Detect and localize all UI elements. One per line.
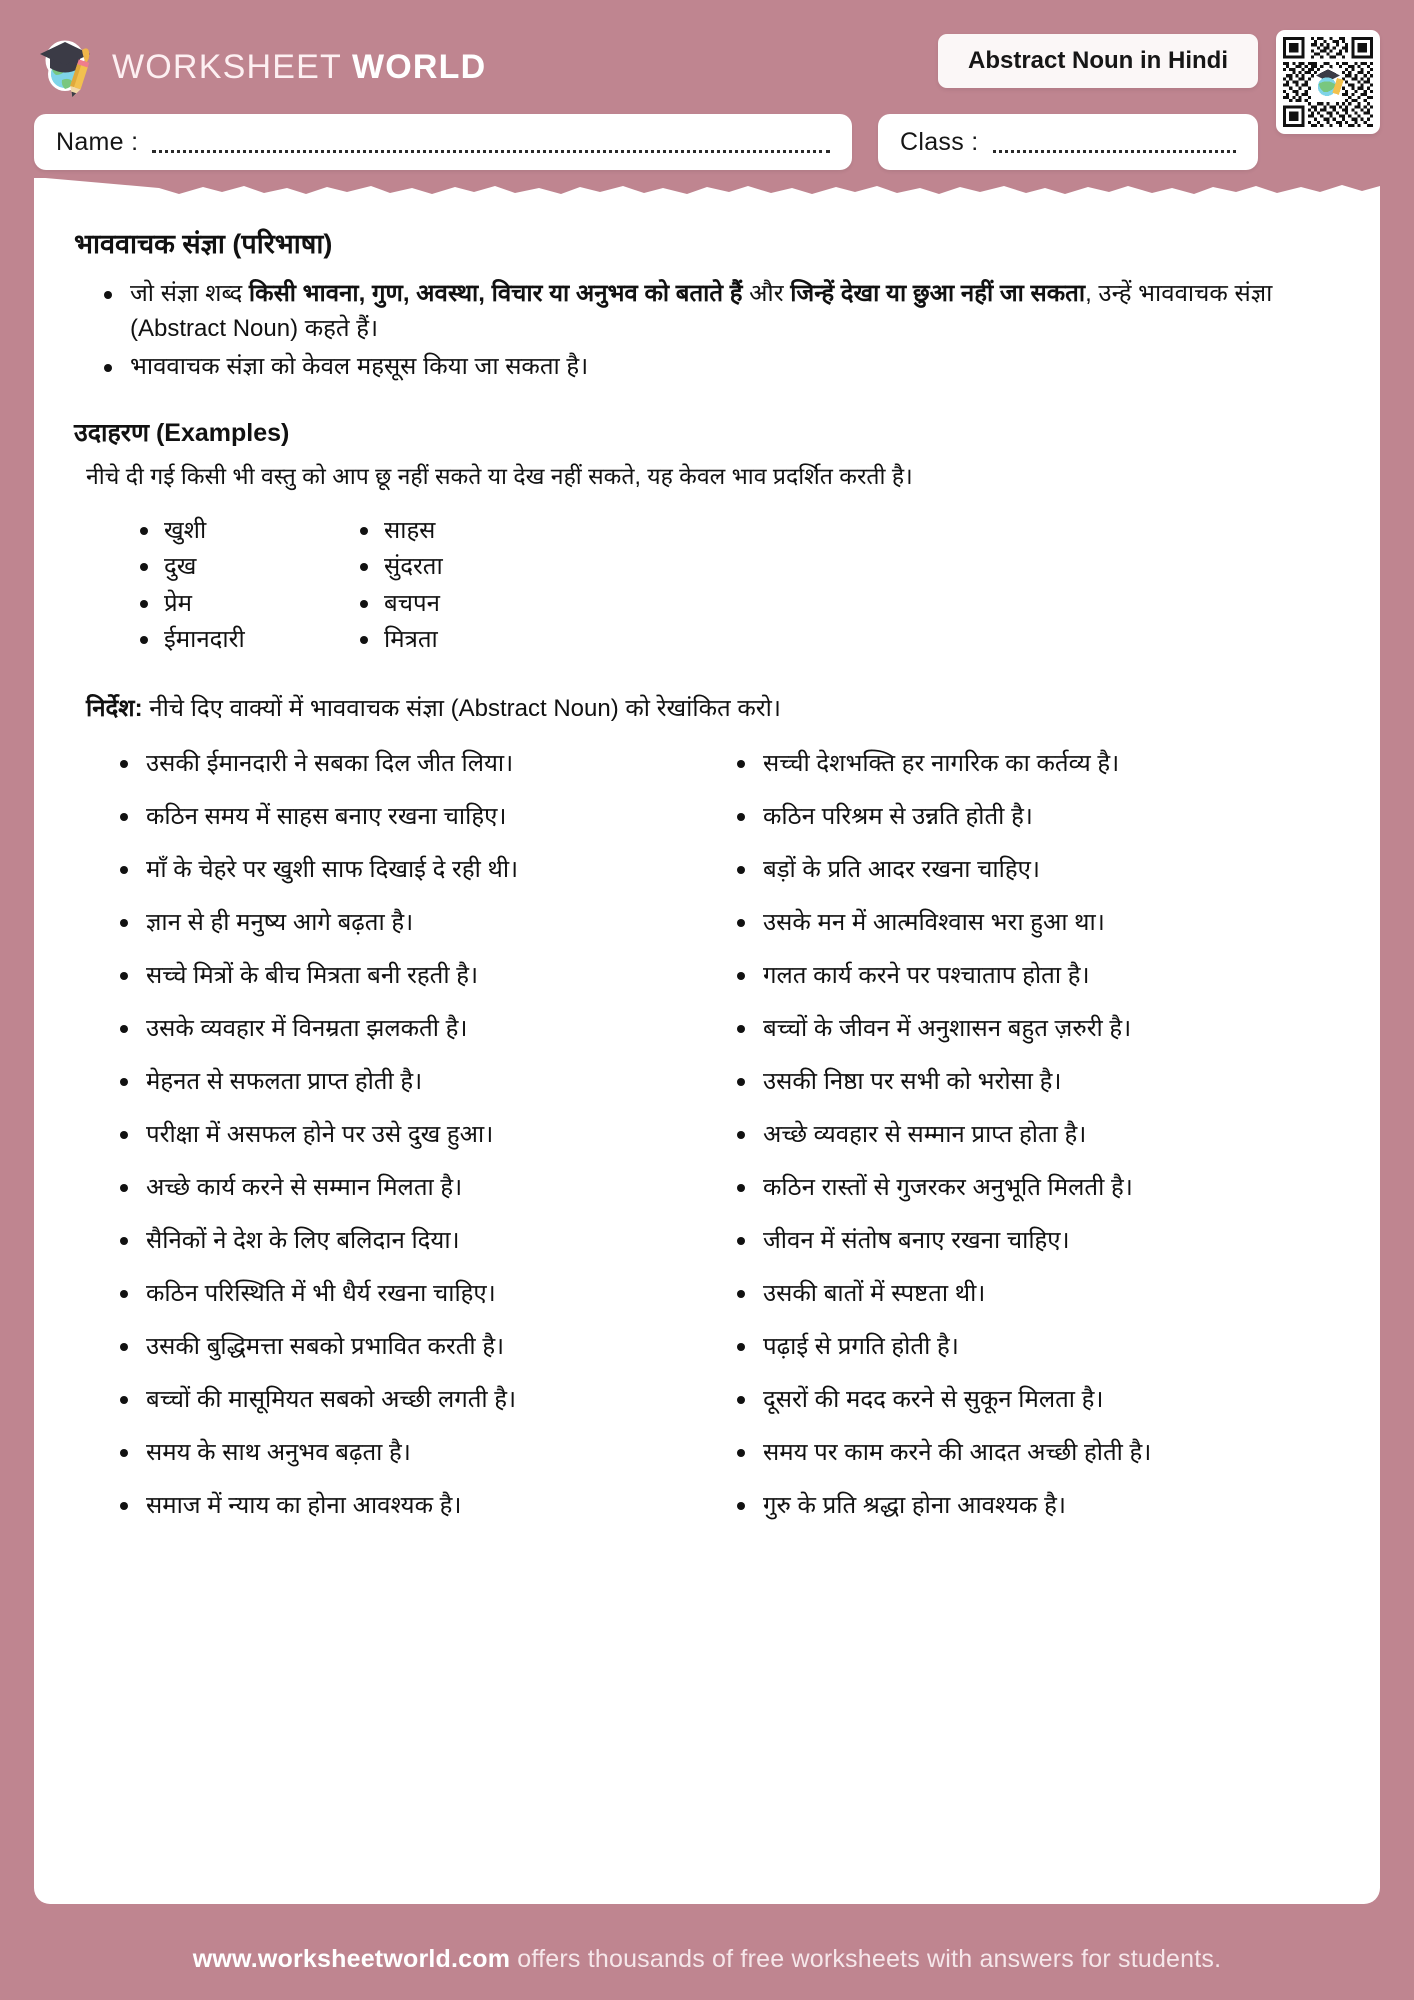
exercise-item: उसकी ईमानदारी ने सबका दिल जीत लिया।: [114, 738, 707, 791]
instruction-text: नीचे दिए वाक्यों में भाववाचक संज्ञा (Abstract Noun) को रेखांकित करो।: [142, 694, 781, 722]
examples-column-left: [134, 513, 354, 659]
brand-name-first: WORKSHEET: [112, 47, 342, 86]
page-title: Abstract Noun in Hindi: [968, 47, 1228, 74]
class-field[interactable]: [878, 114, 1258, 170]
example-item: सुंदरता: [354, 549, 574, 585]
worksheet-sheet: [34, 178, 1380, 1904]
worksheet-title-pill: [938, 34, 1258, 88]
exercise-item: कठिन परिस्थिति में भी धैर्य रखना चाहिए।: [114, 1268, 707, 1321]
footer-tagline: offers thousands of free worksheets with answers for students.: [510, 1944, 1222, 1973]
example-item: खुशी: [134, 513, 354, 549]
exercise-item: समय के साथ अनुभव बढ़ता है।: [114, 1427, 707, 1480]
definition-text-1: [130, 280, 1272, 342]
exercise-columns: [74, 738, 1340, 1533]
page-footer: [0, 1904, 1414, 2000]
example-item: बचपन: [354, 586, 574, 622]
definition-text-2: [130, 353, 588, 380]
exercise-instruction: [86, 691, 1340, 724]
exercise-item: मेहनत से सफलता प्राप्त होती है।: [114, 1056, 707, 1109]
page-header: [0, 0, 1414, 172]
name-input[interactable]: [152, 131, 830, 153]
exercise-item: गुरु के प्रति श्रद्धा होना आवश्यक है।: [731, 1480, 1340, 1533]
qr-code-icon[interactable]: [1276, 30, 1380, 134]
definition-plain: और: [742, 280, 791, 307]
exercise-item: कठिन परिश्रम से उन्नति होती है।: [731, 791, 1340, 844]
examples-heading: उदाहरण (Examples): [74, 418, 290, 447]
exercise-item: सैनिकों ने देश के लिए बलिदान दिया।: [114, 1215, 707, 1268]
examples-columns: [134, 513, 1340, 659]
exercise-item: उसकी बातों में स्पष्टता थी।: [731, 1268, 1340, 1321]
exercise-item: परीक्षा में असफल होने पर उसे दुख हुआ।: [114, 1109, 707, 1162]
exercise-item: समाज में न्याय का होना आवश्यक है।: [114, 1480, 707, 1533]
definition-list: [100, 277, 1340, 385]
exercise-item: अच्छे व्यवहार से सम्मान प्राप्त होता है।: [731, 1109, 1340, 1162]
definition-bullet: [100, 350, 1340, 385]
graduation-cap-globe-pencil-logo: [34, 34, 96, 100]
example-item: साहस: [354, 513, 574, 549]
definition-plain: भाववाचक संज्ञा को केवल महसूस किया जा सकता है।: [130, 353, 589, 381]
exercise-item: उसके मन में आत्मविश्वास भरा हुआ था।: [731, 897, 1340, 950]
exercise-item: माँ के चेहरे पर खुशी साफ दिखाई दे रही थी।: [114, 844, 707, 897]
definition-bullet: [100, 277, 1340, 346]
exercise-item: गलत कार्य करने पर पश्चाताप होता है।: [731, 950, 1340, 1003]
brand-name-second: WORLD: [351, 47, 487, 86]
exercise-item: सच्ची देशभक्ति हर नागरिक का कर्तव्य है।: [731, 738, 1340, 791]
exercise-item: उसके व्यवहार में विनम्रता झलकती है।: [114, 1003, 707, 1056]
example-item: मित्रता: [354, 622, 574, 658]
definition-emphasis: जिन्हें देखा या छुआ नहीं जा सकता: [790, 280, 1086, 307]
exercise-list-right: [731, 738, 1340, 1533]
exercise-item: ज्ञान से ही मनुष्य आगे बढ़ता है।: [114, 897, 707, 950]
exercise-column-left: [74, 738, 707, 1533]
exercise-item: बच्चों की मासूमियत सबको अच्छी लगती है।: [114, 1374, 707, 1427]
exercise-item: समय पर काम करने की आदत अच्छी होती है।: [731, 1427, 1340, 1480]
exercise-item: सच्चे मित्रों के बीच मित्रता बनी रहती है।: [114, 950, 707, 1003]
examples-subtext: नीचे दी गई किसी भी वस्तु को आप छू नहीं सकते या देख नहीं सकते, यह केवल भाव प्रदर्शित करती है।: [86, 462, 913, 489]
class-label: Class :: [900, 127, 979, 156]
exercise-item: उसकी बुद्धिमत्ता सबको प्रभावित करती है।: [114, 1321, 707, 1374]
exercise-item: अच्छे कार्य करने से सम्मान मिलता है।: [114, 1162, 707, 1215]
exercise-item: बच्चों के जीवन में अनुशासन बहुत ज़रुरी है।: [731, 1003, 1340, 1056]
name-label: Name :: [56, 127, 139, 156]
exercise-item: बड़ों के प्रति आदर रखना चाहिए।: [731, 844, 1340, 897]
footer-site[interactable]: www.worksheetworld.com: [192, 1944, 511, 1973]
exercise-item: दूसरों की मदद करने से सुकून मिलता है।: [731, 1374, 1340, 1427]
exercise-item: कठिन समय में साहस बनाए रखना चाहिए।: [114, 791, 707, 844]
exercise-list-left: [114, 738, 707, 1533]
exercise-item: पढ़ाई से प्रगति होती है।: [731, 1321, 1340, 1374]
footer-text: [193, 1945, 1222, 1974]
class-input[interactable]: [993, 131, 1236, 153]
definition-heading: भाववाचक संज्ञा (परिभाषा): [74, 229, 333, 259]
exercise-column-right: [707, 738, 1340, 1533]
brand-name: [112, 48, 486, 87]
examples-list-left: [134, 513, 354, 659]
exercise-item: जीवन में संतोष बनाए रखना चाहिए।: [731, 1215, 1340, 1268]
examples-column-right: [354, 513, 574, 659]
definition-plain: , उन्हें भाववाचक संज्ञा (Abstract Noun) कहते हैं।: [130, 280, 1273, 342]
example-item: प्रेम: [134, 586, 354, 622]
student-fields: [34, 114, 1380, 170]
instruction-label: निर्देश:: [86, 694, 143, 722]
header-top-row: [34, 28, 1380, 100]
definition-plain: जो संज्ञा शब्द: [130, 280, 249, 307]
example-item: दुख: [134, 549, 354, 585]
example-item: ईमानदारी: [134, 622, 354, 658]
examples-list-right: [354, 513, 574, 659]
name-field[interactable]: [34, 114, 852, 170]
exercise-item: उसकी निष्ठा पर सभी को भरोसा है।: [731, 1056, 1340, 1109]
exercise-item: कठिन रास्तों से गुजरकर अनुभूति मिलती है।: [731, 1162, 1340, 1215]
sheet-content: [34, 178, 1380, 1533]
brand: [34, 28, 486, 100]
definition-emphasis: किसी भावना, गुण, अवस्था, विचार या अनुभव को बताते हैं: [248, 280, 743, 307]
